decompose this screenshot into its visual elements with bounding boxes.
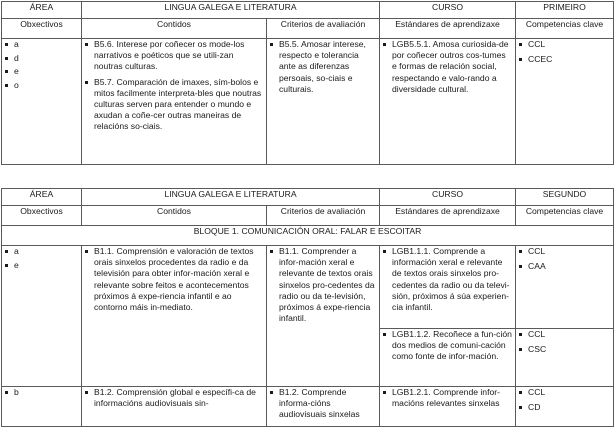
competence-item: CCL xyxy=(519,387,610,398)
header-criteria: Criterios de avaliación xyxy=(267,19,380,39)
competences-cell xyxy=(516,246,614,329)
competence-item: CSC xyxy=(519,344,610,355)
standard-item: LGB1.1.2. Recoñece a fun-ción dos medios de comuni-cación como fonte de infor-mación. xyxy=(383,329,512,363)
objective-item: a xyxy=(5,39,78,50)
criteria-cell xyxy=(267,387,380,427)
standards-cell xyxy=(380,39,516,165)
standards-cell xyxy=(380,246,516,329)
subject-title: LINGUA GALEGA E LITERATURA xyxy=(82,2,380,19)
standards-cell xyxy=(380,387,516,427)
header-objectives: Obxectivos xyxy=(2,19,82,39)
header-standards: Estándares de aprendizaxe xyxy=(380,206,516,226)
objectives-cell xyxy=(2,387,82,427)
objective-item: o xyxy=(5,80,78,91)
content-item: B5.7. Comparación de imaxes, sím-bolos e mitos facilmente interpreta-bles que noutras culturas serven para entender o mundo e axudan a coñe-cer outras maneiras de relacións so-ciais. xyxy=(85,77,263,133)
contents-cell xyxy=(82,387,267,427)
year-label: PRIMEIRO xyxy=(516,2,614,19)
curso-label: CURSO xyxy=(380,2,516,19)
contents-cell xyxy=(82,246,267,387)
header-standards: Estándares de aprendizaxe xyxy=(380,19,516,39)
standards-cell xyxy=(380,329,516,387)
curso-label: CURSO xyxy=(380,189,516,206)
objective-item: a xyxy=(5,246,78,257)
competence-item: CD xyxy=(519,402,610,413)
competences-cell xyxy=(516,329,614,387)
area-label: ÁREA xyxy=(2,2,82,19)
criteria-cell xyxy=(267,39,380,165)
header-objectives: Obxectivos xyxy=(2,206,82,226)
content-item: B5.6. Interese por coñecer os mode-los narrativos e poéticos que se utili-zan noutras culturas. xyxy=(85,39,263,73)
subject-title: LINGUA GALEGA E LITERATURA xyxy=(82,189,380,206)
competences-cell xyxy=(516,39,614,165)
content-item: B1.1. Comprensión e valoración de textos orais sinxelos procedentes da radio e da televisión para obter infor-mación xeral e relevante sobre feitos e acontecementos próximos á expe-riencia infantil e ao contorno máis in-mediato. xyxy=(85,246,263,313)
objective-item: e xyxy=(5,66,78,77)
curriculum-table-segundo xyxy=(1,188,614,427)
header-competences: Competencias clave xyxy=(516,206,614,226)
header-contents: Contidos xyxy=(82,19,267,39)
competence-item: CAA xyxy=(519,261,610,272)
header-contents: Contidos xyxy=(82,206,267,226)
competences-cell xyxy=(516,387,614,427)
standard-item: LGB1.1.1. Comprende a información xeral e relevante de textos orais sinxelos pro-cedentes da radio ou da televi-sión, próximos á súa experien-cia infantil. xyxy=(383,246,512,313)
criterion-item: B5.5. Amosar interese, respecto e tolerancia ante as diferenzas persoais, so-ciais e culturais. xyxy=(270,39,376,95)
criterion-item: B1.2. Comprende informa-cións audiovisuais sinxelas xyxy=(270,387,376,421)
objective-item: b xyxy=(5,387,78,398)
criteria-cell xyxy=(267,246,380,387)
competence-item: CCL xyxy=(519,329,610,340)
contents-cell xyxy=(82,39,267,165)
objective-item: e xyxy=(5,260,78,271)
objective-item: d xyxy=(5,53,78,64)
competence-item: CCL xyxy=(519,246,610,257)
standard-item: LGB5.5.1. Amosa curiosida-de por coñecer outros cos-tumes e formas de relación social, respectando e valo-rando a diversidade cultural. xyxy=(383,39,512,95)
header-criteria: Criterios de avaliación xyxy=(267,206,380,226)
year-label: SEGUNDO xyxy=(516,189,614,206)
competence-item: CCEC xyxy=(519,54,610,65)
content-item: B1.2. Comprensión global e específi-ca de informacións audiovisuais sin- xyxy=(85,387,263,409)
objectives-cell xyxy=(2,246,82,387)
header-competences: Competencias clave xyxy=(516,19,614,39)
curriculum-table-primeiro xyxy=(1,1,614,165)
criterion-item: B1.1. Comprender a infor-mación xeral e relevante de textos orais sinxelos pro-cedentes da radio ou da te-levisión, próximos á expe-riencia infantil. xyxy=(270,246,376,324)
objectives-cell xyxy=(2,39,82,165)
competence-item: CCL xyxy=(519,39,610,50)
block-title: BLOQUE 1. COMUNICACIÓN ORAL: FALAR E ESCOITAR xyxy=(2,226,614,246)
standard-item: LGB1.2.1. Comprende infor-macións relevantes sinxelas xyxy=(383,387,512,409)
area-label: ÁREA xyxy=(2,189,82,206)
